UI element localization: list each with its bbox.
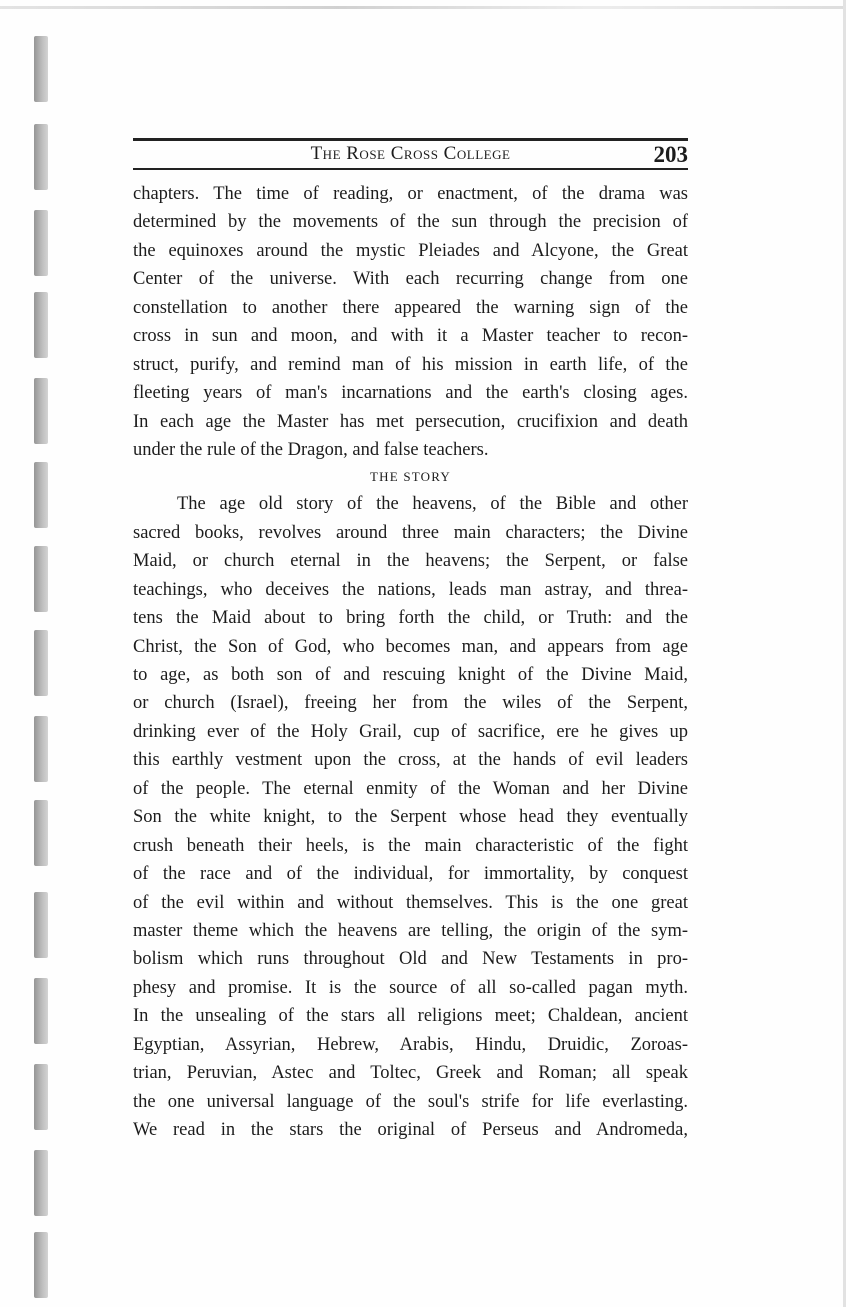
binding-marks <box>34 0 48 1307</box>
text-line: In each age the Master has met persecution, crucifixion and death <box>133 411 688 432</box>
text-line: We read in the stars the original of Perseus and Andromeda, <box>133 1120 688 1140</box>
running-title: The Rose Cross College <box>310 143 511 164</box>
binding-mark <box>34 1232 48 1298</box>
text-line: struct, purify, and remind man of his mission in earth life, of the <box>133 354 688 375</box>
header-rule-bottom <box>133 168 688 170</box>
running-head <box>133 134 688 172</box>
binding-mark <box>34 124 48 190</box>
text-line: Maid, or church eternal in the heavens; the Serpent, or false <box>133 551 688 572</box>
text-line: Christ, the Son of God, who becomes man, and appears from age <box>133 636 688 657</box>
text-line: of the evil within and without themselves. This is the one great <box>133 892 688 913</box>
binding-mark <box>34 716 48 782</box>
binding-mark <box>34 1064 48 1130</box>
text-line: of the people. The eternal enmity of the Woman and her Divine <box>133 778 688 799</box>
binding-mark <box>34 892 48 958</box>
text-line: the equinoxes around the mystic Pleiades and Alcyone, the Great <box>133 240 688 261</box>
binding-mark <box>34 630 48 696</box>
text-line: phesy and promise. It is the source of all so-called pagan myth. <box>133 977 688 998</box>
text-line: trian, Peruvian, Astec and Toltec, Greek and Roman; all speak <box>133 1063 688 1084</box>
binding-mark <box>34 210 48 276</box>
binding-mark <box>34 978 48 1044</box>
text-line: crush beneath their heels, is the main characteristic of the fight <box>133 835 688 856</box>
binding-mark <box>34 546 48 612</box>
text-line: In the unsealing of the stars all religions meet; Chaldean, ancient <box>133 1006 688 1027</box>
text-line: tens the Maid about to bring forth the child, or Truth: and the <box>133 608 688 629</box>
text-line: Son the white knight, to the Serpent whose head they eventually <box>133 807 688 828</box>
paragraph-2 <box>133 490 688 1144</box>
page-number: 203 <box>653 142 688 167</box>
binding-mark <box>34 800 48 866</box>
text-line: or church (Israel), freeing her from the wiles of the Serpent, <box>133 693 688 714</box>
section-heading: THE STORY <box>370 469 451 485</box>
text-line: teachings, who deceives the nations, leads man astray, and threa- <box>133 579 688 600</box>
text-line: Egyptian, Assyrian, Hebrew, Arabis, Hindu, Druidic, Zoroas- <box>133 1034 688 1055</box>
text-line: drinking ever of the Holy Grail, cup of sacrifice, ere he gives up <box>133 721 688 742</box>
text-line: under the rule of the Dragon, and false teachers. <box>133 439 489 460</box>
binding-mark <box>34 292 48 358</box>
text-line: cross in sun and moon, and with it a Master teacher to recon- <box>133 326 688 347</box>
text-line: to age, as both son of and rescuing knight of the Divine Maid, <box>133 665 688 685</box>
binding-mark <box>34 36 48 102</box>
text-line: sacred books, revolves around three main characters; the Divine <box>133 522 688 543</box>
text-line: master theme which the heavens are telling, the origin of the sym- <box>133 920 688 941</box>
paragraph-1 <box>133 180 688 464</box>
text-line: Center of the universe. With each recurring change from one <box>133 269 688 290</box>
body-text <box>133 180 688 1144</box>
text-line: this earthly vestment upon the cross, at the hands of evil leaders <box>133 750 688 771</box>
text-line: fleeting years of man's incarnations and the earth's closing ages. <box>133 383 688 404</box>
text-line: of the race and of the individual, for immortality, by conquest <box>133 864 688 885</box>
binding-mark <box>34 462 48 528</box>
text-line: The age old story of the heavens, of the Bible and other <box>177 494 688 515</box>
text-line: determined by the movements of the sun through the precision of <box>133 212 688 233</box>
scan-top-edge <box>0 6 846 9</box>
text-line: the one universal language of the soul's strife for life everlasting. <box>133 1091 688 1112</box>
text-line: chapters. The time of reading, or enactment, of the drama was <box>133 184 688 204</box>
text-line: constellation to another there appeared the warning sign of the <box>133 297 688 318</box>
text-line: bolism which runs throughout Old and New Testaments in pro- <box>133 949 688 970</box>
header-rule-top <box>133 138 688 141</box>
binding-mark <box>34 378 48 444</box>
binding-mark <box>34 1150 48 1216</box>
